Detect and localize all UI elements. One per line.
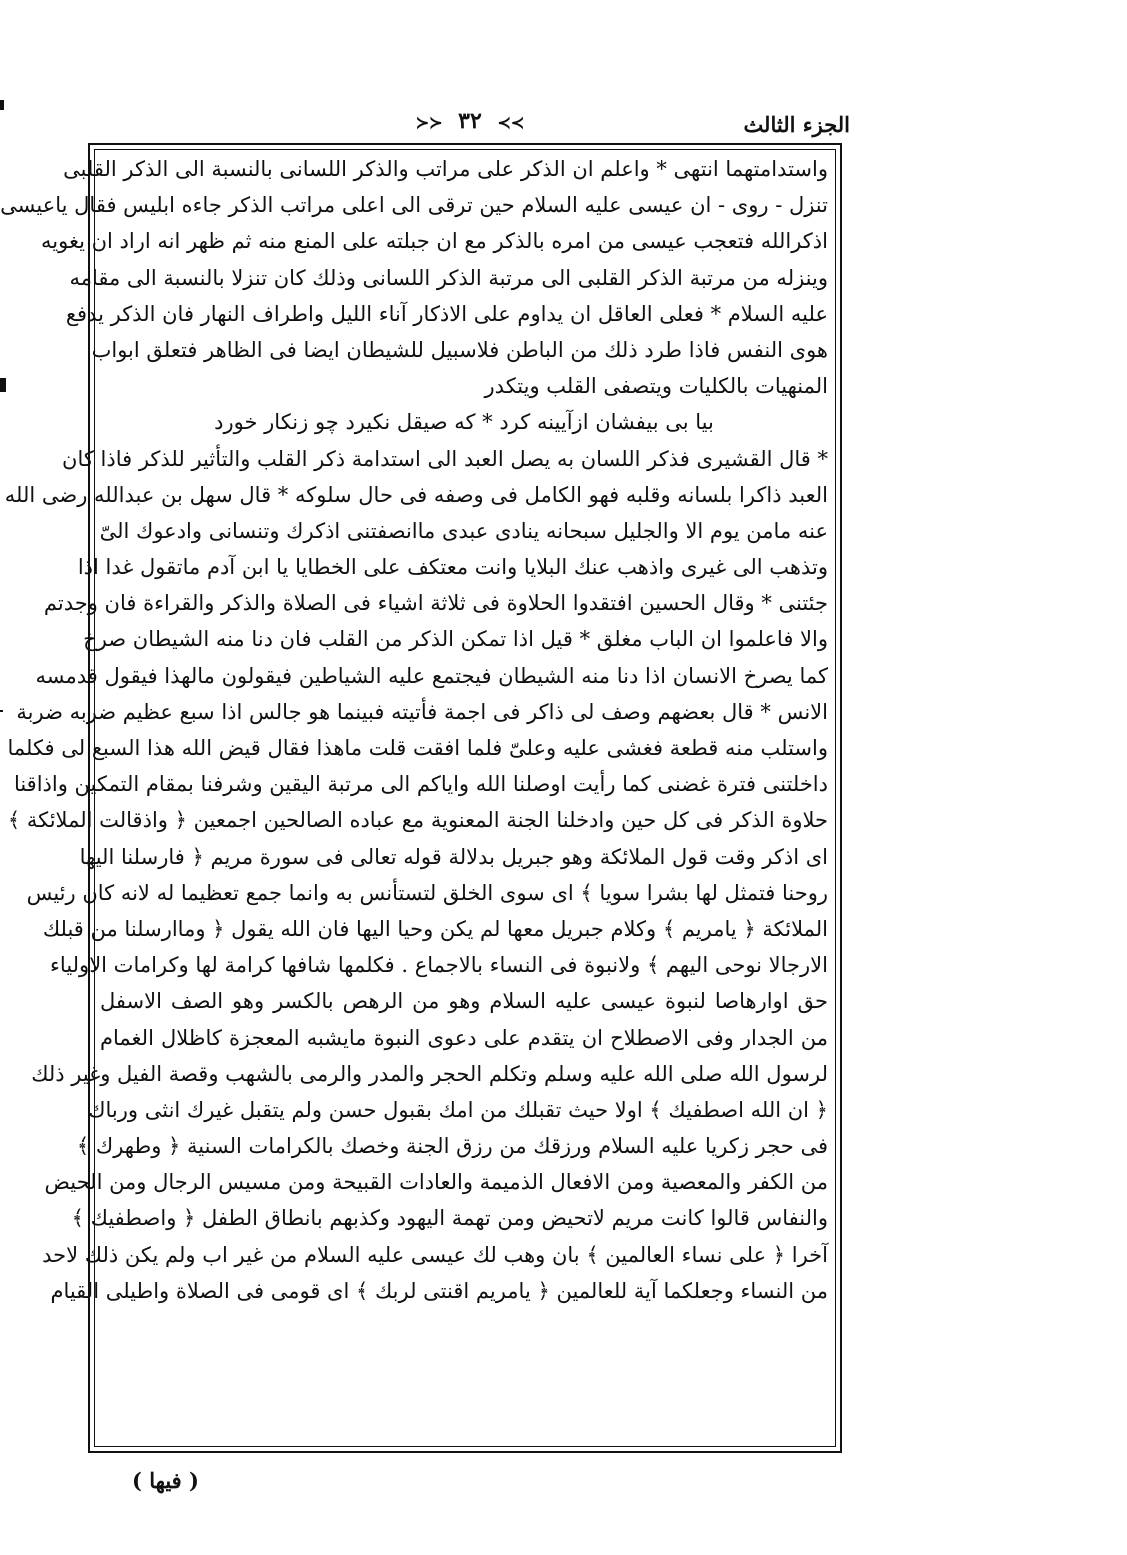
text-line: روحنا فتمثل لها بشرا سويا ﴾ اى سوى الخلق لتستأنس به وانما جمع تعظيما له لانه كان رئيس: [26, 880, 828, 905]
scan-edge-mark-middle: [0, 378, 6, 392]
page-number: ٣٢: [458, 108, 482, 134]
text-line: اذكرالله فتعجب عيسى من امره بالذكر مع ان جبلته على المنع منه ثم ظهر انه اراد ان يغويه: [41, 229, 828, 254]
page-number-block: [90, 108, 850, 134]
text-line: كما يصرخ الانسان اذا دنا منه الشيطان فيجتمع عليه الشياطين فيقولون مالهذا فيقول قدمسه: [35, 663, 828, 688]
text-line: اى اذكر وقت قول الملائكة وهو جبريل بدلالة قوله تعالى فى سورة مريم ﴿ فارسلنا اليها: [79, 844, 828, 869]
text-line: حلاوة الذكر فى كل حين وادخلنا الجنة المعنوية مع عباده الصالحين اجمعين ﴿ واذقالت الملائكة ﴾: [7, 808, 828, 833]
text-line: عنه مامن يوم الا والجليل سبحانه ينادى عبدى ماانصفتنى اذكرك وتنسانى وادعوك الىّ: [99, 518, 828, 543]
scan-edge-mark-lower: [0, 710, 3, 712]
text-line: المنهيات بالكليات ويتصفى القلب ويتكدر: [484, 374, 828, 399]
text-line: لرسول الله صلى الله عليه وسلم وتكلم الحجر والمدر والرمى بالشهب وقصة الفيل وغير ذلك: [31, 1061, 828, 1086]
text-line: حق اوارهاصا لنبوة عيسى عليه السلام وهو من الرهص بالكسر وهو الصف الاسفل: [100, 989, 828, 1014]
text-line: آخرا ﴿ على نساء العالمين ﴾ بان وهب لك عيسى عليه السلام من غير اب ولم يكن ذلك لاحد: [42, 1242, 828, 1267]
text-line: عليه السلام * فعلى العاقل ان يداوم على الاذكار آناء الليل واطراف النهار فان الذكر يدفع: [65, 301, 828, 326]
text-line: وتذهب الى غيرى واذهب عنك البلايا وانت معتكف على الخطايا يا ابن آدم ماتقول غدا اذا: [77, 555, 828, 580]
ornament-right-icon: ≺≺: [415, 113, 443, 132]
text-line: ﴿ ان الله اصطفيك ﴾ اولا حيث تقبلك من امك بقبول حسن ولم يتقبل غيرك انثى ورباك: [88, 1097, 828, 1122]
text-line: فى حجر زكريا عليه السلام ورزقك من رزق الجنة وخصك بالكرامات السنية ﴿ وطهرك ﴾: [76, 1134, 828, 1159]
text-line: وينزله من مرتبة الذكر القلبى الى مرتبة الذكر اللسانى وذلك كان تنزلا بالنسبة الى مقامه: [69, 265, 828, 290]
text-line: والنفاس قالوا كانت مريم لاتحيض ومن تهمة اليهود وكذبهم بانطاق الطفل ﴿ واصطفيك ﴾: [71, 1206, 828, 1231]
text-line: الارجالا نوحى اليهم ﴾ ولانبوة فى النساء بالاجماع . فكلمها شافها كرامة لها وكرامات الاولياء: [50, 953, 828, 978]
body-text: [0, 151, 828, 1309]
text-line: داخلتنى فترة غضنى كما رأيت اوصلنا الله واياكم الى مرتبة اليقين وشرفنا بمقام التمكين واذاقنا: [13, 772, 828, 797]
text-line: العبد ذاكرا بلسانه وقلبه فهو الكامل فى وصفه فى حال سلوكه * قال سهل بن عبدالله رضى الله: [4, 482, 828, 507]
page-header: [90, 108, 850, 144]
ornament-left-icon: ≻≻: [497, 113, 525, 132]
text-line: من النساء وجعلكما آية للعالمين ﴿ يامريم اقنتى لربك ﴾ اى قومى فى الصلاة واطيلى القيام: [50, 1278, 828, 1303]
text-line: تنزل - روى - ان عيسى عليه السلام حين ترقى الى اعلى مراتب الذكر جاءه ابليس فقال ياعيسى: [0, 193, 828, 218]
text-line: جئتنى * وقال الحسين افتقدوا الحلاوة فى ثلاثة اشياء فى الصلاة والذكر والقراءة فان وجدتم: [43, 591, 828, 616]
text-line: والا فاعلموا ان الباب مغلق * قيل اذا تمكن الذكر من القلب فان دنا منه الشيطان صرخ: [83, 627, 828, 652]
scan-edge-mark-top: [0, 100, 4, 110]
verse-line: بيا بى بيفشان ازآيينه كرد * كه صيقل نكيرد چو زنكار خورد: [214, 410, 714, 435]
running-head: الجزء الثالث: [743, 112, 850, 137]
text-line: الملائكة ﴿ يامريم ﴾ وكلام جبريل معها لم يكن وحيا اليها فان الله يقول ﴿ وماارسلنا من قبلك: [42, 916, 828, 941]
text-line: من الكفر والمعصية ومن الافعال الذميمة والعادات القبيحة ومن مسيس الرجال ومن الحيض: [44, 1170, 828, 1195]
text-line: الانس * قال بعضهم وصف لى ذاكر فى اجمة فأتيته فبينما هو جالس اذا سبع عظيم ضربه ضربة: [16, 699, 828, 724]
catchword: ( فيها ): [132, 1468, 199, 1493]
text-line: من الجدار وفى الاصطلاح ان يتقدم على دعوى النبوة مايشبه المعجزة كاظلال الغمام: [100, 1025, 828, 1050]
text-line: * قال القشيرى فذكر اللسان به يصل العبد الى استدامة ذكر القلب والتأثير للذكر فاذا كان: [62, 446, 828, 471]
text-line: واستلب منه قطعة فغشى عليه وعلىّ فلما افقت قلت ماهذا فقال قيض الله هذا السبع لى فكلما: [7, 736, 828, 760]
text-line: واستدامتهما انتهى * واعلم ان الذكر على مراتب والذكر اللسانى بالنسبة الى الذكر القلبى: [63, 157, 828, 181]
text-line: هوى النفس فاذا طرد ذلك من الباطن فلاسبيل للشيطان ايضا فى الظاهر فتعلق ابواب: [91, 337, 828, 362]
